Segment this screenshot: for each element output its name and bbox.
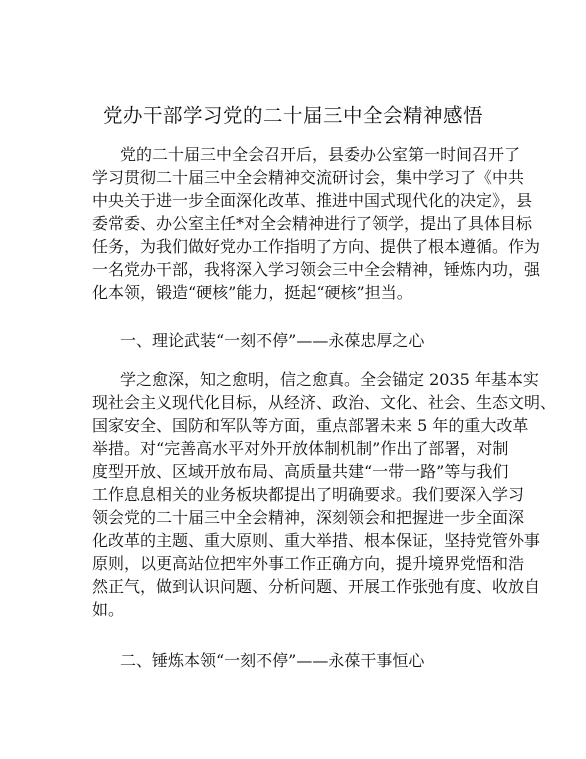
paragraph-line: 任务，为我们做好党办工作指明了方向、提供了根本遵循。作为 (92, 237, 541, 256)
paragraph-line: 度型开放、区域开放布局、高质量共建“一带一路”等与我们 (92, 462, 509, 481)
paragraph-line: 如。 (92, 600, 125, 619)
paragraph-line: 领会党的二十届三中全会精神，深刻领会和把握进一步全面深 (92, 508, 525, 527)
paragraph-line: 现社会主义现代化目标，从经济、政治、文化、社会、生态文明、 (92, 393, 557, 412)
document-title: 党办干部学习党的二十届三中全会精神感悟 (102, 104, 483, 127)
section-heading: 二、锤炼本领“一刻不停”——永葆干事恒心 (120, 651, 425, 670)
paragraph-line: 学习贯彻二十届三中全会精神交流研讨会，集中学习了《中共 (92, 168, 525, 187)
paragraph-line: 中央关于进一步全面深化改革、推进中国式现代化的决定》，县 (92, 191, 533, 210)
section-heading: 一、理论武装“一刻不停”——永葆忠厚之心 (120, 331, 425, 350)
paragraph-line: 国家安全、国防和军队等方面，重点部署未来 5 年的重大改革 (92, 416, 529, 435)
paragraph-line: 原则，以更高站位把牢外事工作正确方向，提升境界党悟和浩 (92, 554, 525, 573)
paragraph-line: 委常委、办公室主任*对全会精神进行了领学，提出了具体目标 (92, 214, 533, 233)
paragraph-line: 然正气，做到认识问题、分析问题、开展工作张弛有度、收放自 (92, 577, 541, 596)
paragraph-line: 党的二十届三中全会召开后，县委办公室第一时间召开了 (120, 145, 521, 164)
paragraph-line: 学之愈深，知之愈明，信之愈真。全会锚定 2035 年基本实 (120, 370, 539, 389)
paragraph-line: 化本领，锻造“硬核”能力，挺起“硬核”担当。 (92, 283, 413, 302)
paragraph-line: 化改革的主题、重大原则、重大举措、根本保证，坚持党管外事 (92, 531, 541, 550)
paragraph-line: 一名党办干部，我将深入学习领会三中全会精神，锤炼内功，强 (92, 260, 541, 279)
paragraph-line: 工作息息相关的业务板块都提出了明确要求。我们要深入学习 (92, 485, 525, 504)
paragraph-line: 举措。对“完善高水平对外开放体制机制”作出了部署，对制 (92, 439, 509, 458)
